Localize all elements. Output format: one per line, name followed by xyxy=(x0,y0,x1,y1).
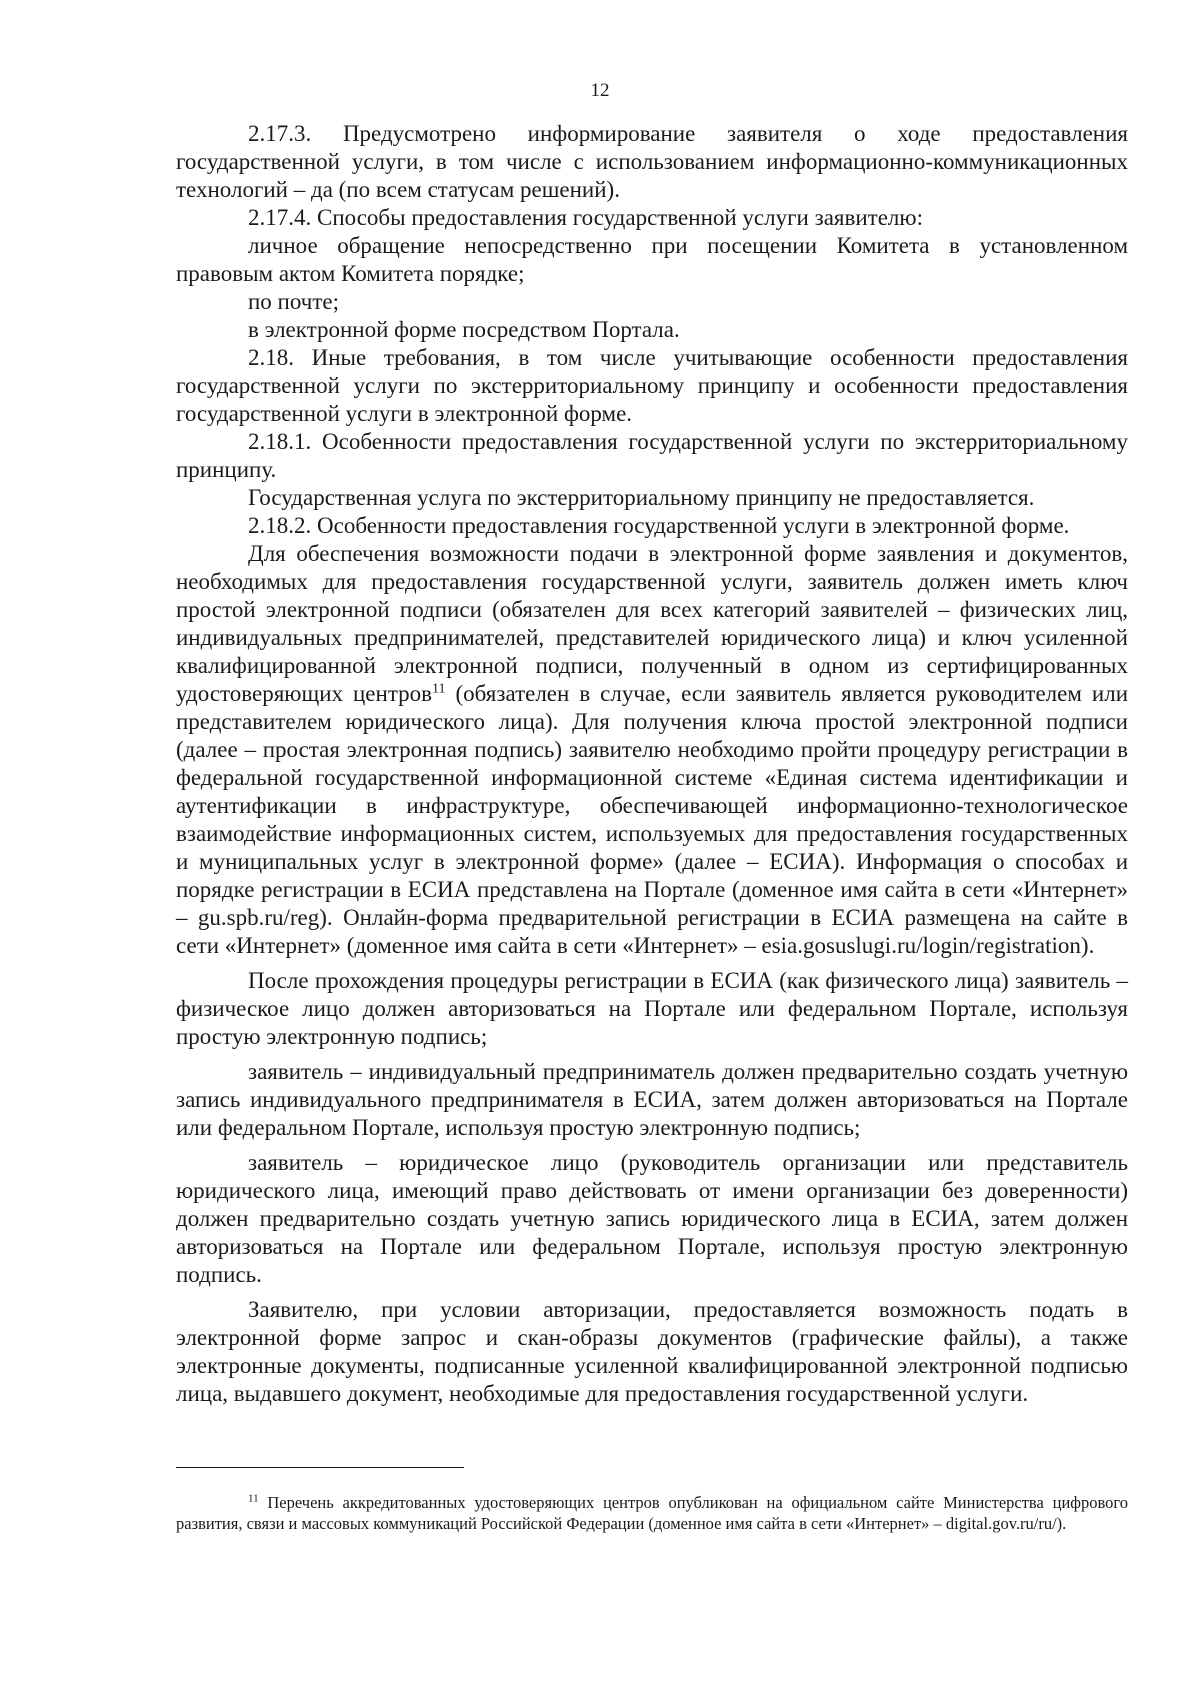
paragraph-2-17-3: 2.17.3. Предусмотрено информирование заявителя о ходе предоставления государственной услуги, в том числе с использованием информационно-коммуникационных технологий – да (по всем статусам решений). xyxy=(176,121,1128,202)
footnote-text xyxy=(176,1492,1128,1534)
paragraph-text-part: (обязателен в случае, если заявитель является руководителем или представителем юридического лица). Для получения ключа простой электронной подписи (далее – простая электронная подпись) заявителю необходимо пройти процедуру регистрации в федеральной государственной информационной системе «Единая система идентификации и аутентификации в инфраструктуре, обеспечивающей информационно-технологическое взаимодействие информационных систем, используемых для предоставления государственных и муниципальных услуг в электронной форме» (далее – ЕСИА). Информация о способах и порядке регистрации в ЕСИА представлена на Портале (доменное имя сайта в сети «Интернет» – gu.spb.ru/reg). Онлайн-форма предварительной регистрации в ЕСИА размещена на сайте в сети «Интернет» (доменное имя сайта в сети «Интернет» – esia.gosuslugi.ru/login/registration). xyxy=(176,681,1129,958)
footnote-mark: 11 xyxy=(248,1492,259,1505)
footnote-separator xyxy=(176,1467,464,1468)
paragraph-text-part: Для обеспечения возможности подачи в электронной форме заявления и документов, необходимых для предоставления государственной услуги, заявитель должен иметь ключ простой электронной подписи (обязателен для всех категорий заявителей – физических лиц, индивидуальных предпринимателей, представителей юридического лица) и ключ усиленной квалифицированной электронной подписи, полученный в одном из сертифицированных удостоверяющих центров xyxy=(176,541,1128,706)
paragraph-2-17-4: 2.17.4. Способы предоставления государственной услуги заявителю: xyxy=(248,205,923,230)
paragraph-2-18-1: 2.18.1. Особенности предоставления государственной услуги по экстерриториальному принципу. xyxy=(176,429,1128,482)
footnote xyxy=(176,1492,1128,1534)
footnote-body: Перечень аккредитованных удостоверяющих центров опубликован на официальном сайте Министерства цифрового развития, связи и массовых коммуникаций Российской Федерации (доменное имя сайта в сети «Интернет» – digital.gov.ru/ru/). xyxy=(176,1493,1128,1533)
paragraph-legal-entity: заявитель – юридическое лицо (руководитель организации или представитель юридического лица, имеющий право действовать от имени организации без доверенности) должен предварительно создать учетную запись юридического лица в ЕСИА, затем должен авторизоваться на Портале или федеральном Портале, используя простую электронную подпись. xyxy=(176,1150,1128,1287)
paragraph-method-personal: личное обращение непосредственно при посещении Комитета в установленном правовым актом Комитета порядке; xyxy=(176,233,1128,286)
paragraph-electronic-signature xyxy=(176,540,1128,960)
paragraph-individual: После прохождения процедуры регистрации в ЕСИА (как физического лица) заявитель – физическое лицо должен авторизоваться на Портале или федеральном Портале, используя простую электронную подпись; xyxy=(176,968,1128,1049)
paragraph-method-mail: по почте; xyxy=(248,289,339,314)
paragraph-authorization: Заявителю, при условии авторизации, предоставляется возможность подать в электронной форме запрос и скан-образы документов (графические файлы), а также электронные документы, подписанные усиленной квалифицированной электронной подписью лица, выдавшего документ, необходимые для предоставления государственной услуги. xyxy=(176,1297,1128,1406)
paragraph-method-electronic: в электронной форме посредством Портала. xyxy=(248,317,680,342)
paragraph-entrepreneur: заявитель – индивидуальный предприниматель должен предварительно создать учетную запись индивидуального предпринимателя в ЕСИА, затем должен авторизоваться на Портале или федеральном Портале, используя простую электронную подпись; xyxy=(176,1059,1128,1140)
paragraph-extraterritorial: Государственная услуга по экстерриториальному принципу не предоставляется. xyxy=(248,485,1035,510)
document-body xyxy=(176,120,1128,1408)
paragraph-2-18: 2.18. Иные требования, в том числе учитывающие особенности предоставления государственной услуги по экстерриториальному принципу и особенности предоставления государственной услуги в электронной форме. xyxy=(176,345,1128,426)
paragraph-2-18-2: 2.18.2. Особенности предоставления государственной услуги в электронной форме. xyxy=(248,513,1070,538)
footnote-reference: 11 xyxy=(432,681,446,697)
page-number: 12 xyxy=(590,80,610,101)
